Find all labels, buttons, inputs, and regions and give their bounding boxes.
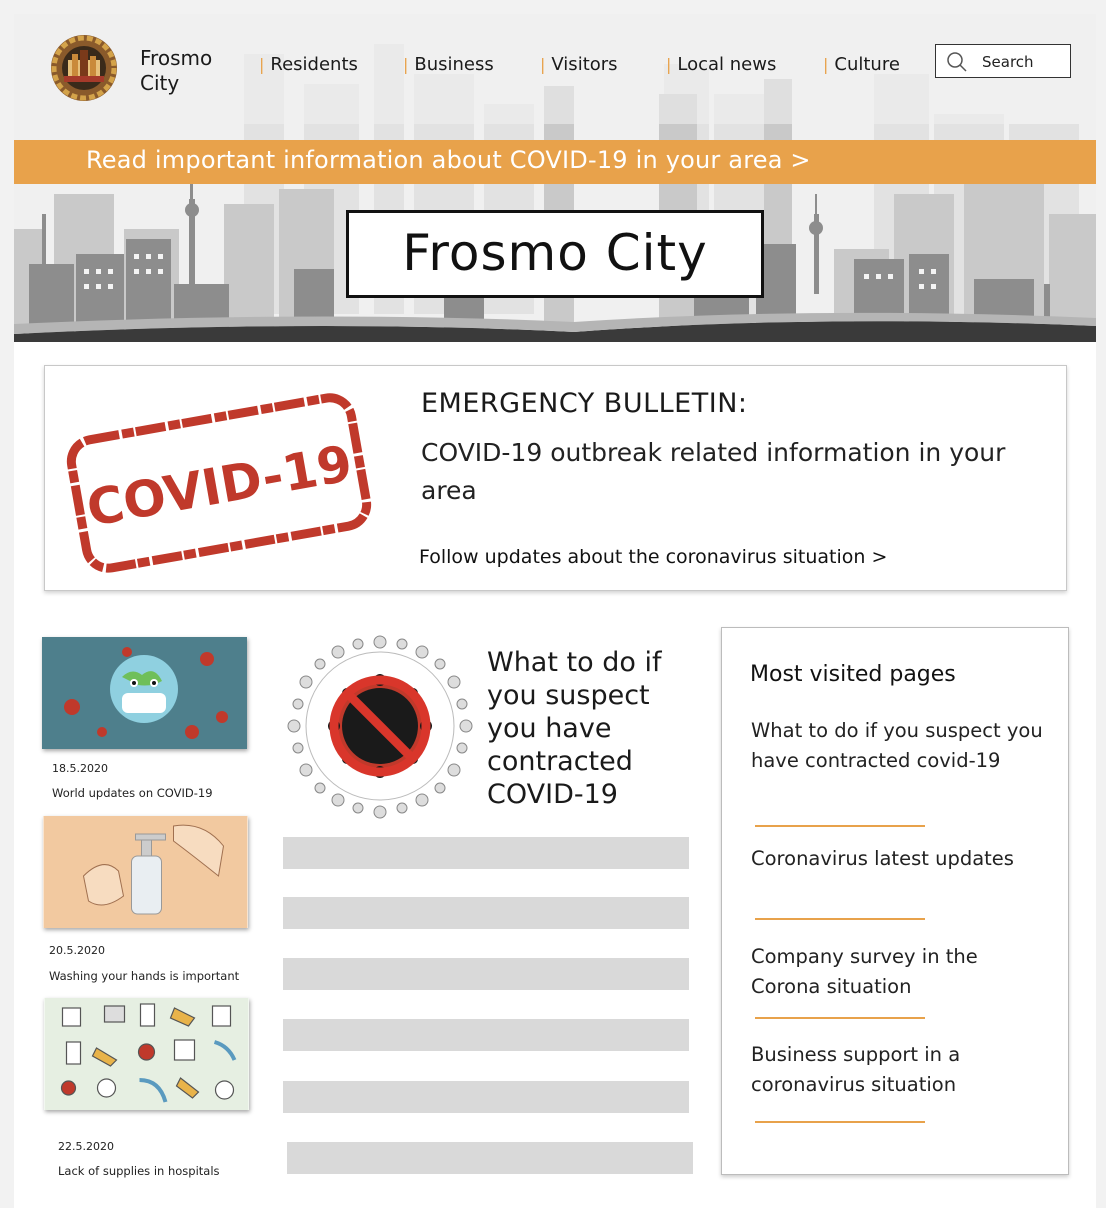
nav-residents[interactable]: | Residents — [259, 54, 358, 75]
emergency-bulletin — [44, 365, 1067, 591]
divider — [755, 1017, 925, 1019]
news-date: 20.5.2020 — [49, 944, 105, 957]
divider — [755, 1121, 925, 1123]
content-placeholder — [287, 1142, 693, 1174]
news-date: 18.5.2020 — [52, 762, 108, 775]
search-placeholder: Search — [982, 53, 1034, 71]
most-visited-link[interactable]: Coronavirus latest updates — [751, 847, 1014, 870]
header-hero — [14, 14, 1096, 342]
nav-business[interactable]: | Business — [403, 54, 494, 75]
brand-line-2: City — [140, 71, 180, 95]
search-icon — [946, 51, 968, 73]
search-input[interactable] — [935, 44, 1071, 78]
brand-line-1: Frosmo — [140, 46, 213, 70]
most-visited-link[interactable]: Business support in a coronavirus situation — [751, 1043, 961, 1096]
news-title-link[interactable]: World updates on COVID-19 — [52, 786, 213, 800]
nav-visitors-label: Visitors — [551, 54, 618, 75]
virus-prohibited-icon — [284, 630, 476, 822]
content-placeholder — [283, 897, 689, 929]
bulletin-updates-link[interactable]: Follow updates about the coronavirus situation > — [419, 546, 888, 568]
nav-culture-label: Culture — [834, 54, 900, 75]
covid-info-banner[interactable] — [14, 140, 1096, 184]
nav-local-news-label: Local news — [677, 54, 777, 75]
news-title-link[interactable]: Washing your hands is important — [49, 969, 240, 983]
nav-culture[interactable]: | Culture — [823, 54, 900, 75]
covid-banner-text: Read important information about COVID-19 in your area > — [86, 146, 811, 174]
content-placeholder — [283, 958, 689, 990]
content-placeholder — [283, 837, 689, 869]
most-visited-panel — [721, 627, 1069, 1175]
city-title-box — [346, 210, 764, 298]
city-title: Frosmo City — [402, 224, 708, 282]
most-visited-heading: Most visited pages — [750, 662, 956, 687]
nav-business-label: Business — [414, 54, 494, 75]
news-thumb-world-updates[interactable] — [42, 637, 247, 749]
nav-local-news[interactable]: | Local news — [666, 54, 777, 75]
content-placeholder — [283, 1081, 689, 1113]
nav-visitors[interactable]: | Visitors — [540, 54, 618, 75]
most-visited-link[interactable]: Company survey in the Corona situation — [751, 945, 978, 998]
article-title[interactable]: What to do if you suspect you have contracted COVID-19 — [487, 647, 662, 810]
brand-name[interactable] — [140, 46, 212, 96]
nav-residents-label: Residents — [270, 54, 358, 75]
bulletin-heading: EMERGENCY BULLETIN: — [421, 388, 748, 419]
news-thumb-washing-hands[interactable] — [43, 816, 248, 928]
news-thumb-supplies[interactable] — [44, 998, 249, 1110]
content-placeholder — [283, 1019, 689, 1051]
covid-stamp-icon — [59, 388, 379, 578]
news-title-link[interactable]: Lack of supplies in hospitals — [58, 1164, 220, 1178]
most-visited-link[interactable]: What to do if you suspect you have contracted covid-19 — [751, 719, 1043, 772]
bulletin-text: COVID-19 outbreak related information in your area — [421, 438, 1006, 505]
page-frame — [14, 14, 1096, 1208]
divider — [755, 825, 925, 827]
divider — [755, 918, 925, 920]
city-logo-icon[interactable] — [50, 34, 118, 102]
news-date: 22.5.2020 — [58, 1140, 114, 1153]
stamp-text: COVID-19 — [82, 434, 357, 538]
